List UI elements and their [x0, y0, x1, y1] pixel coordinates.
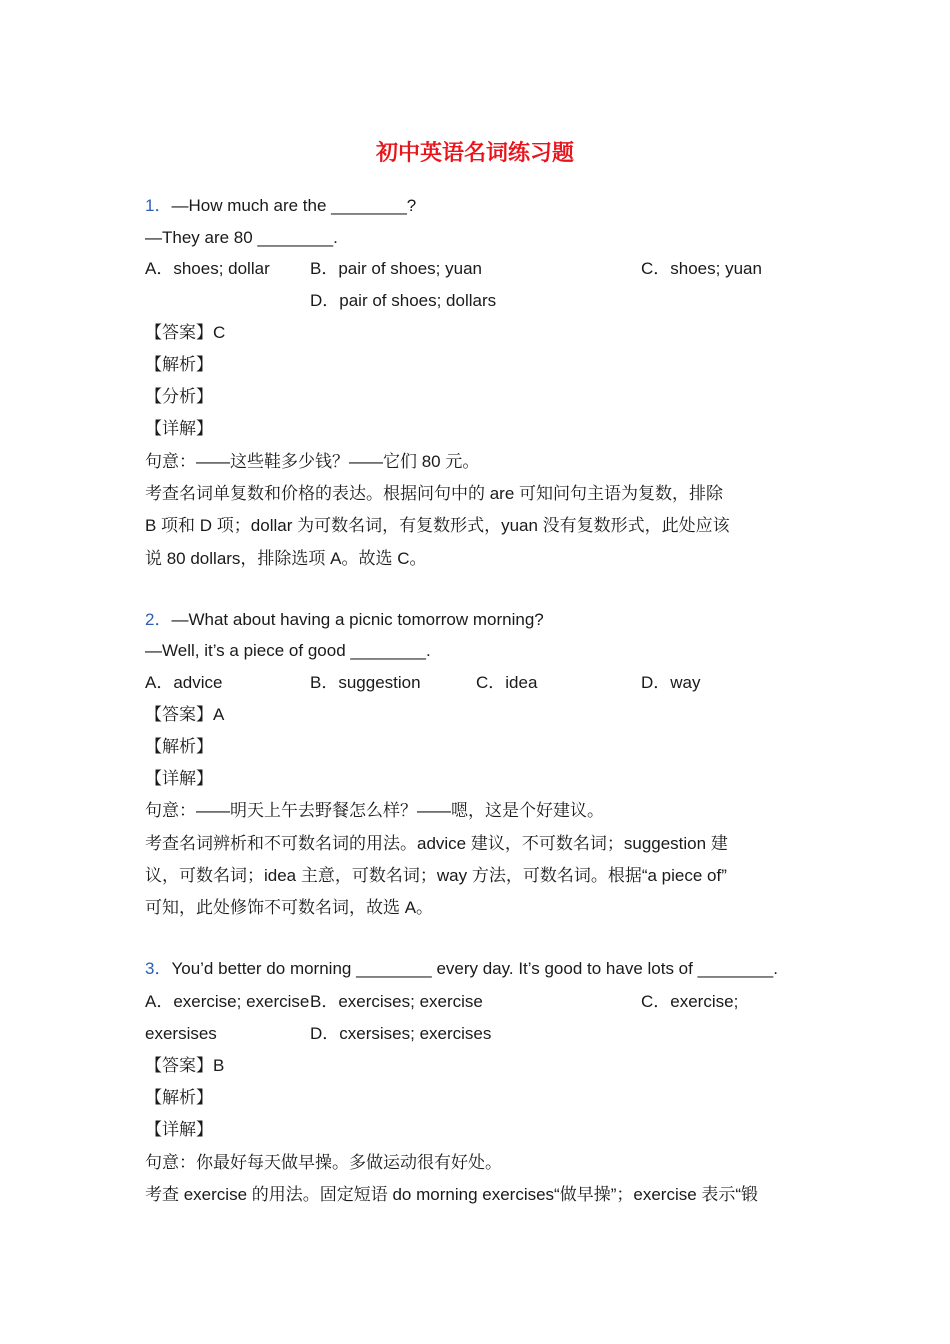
q1-explain-line: 句意：——这些鞋多少钱？——它们 80 元。 [145, 452, 480, 471]
question-3-stem [145, 957, 778, 981]
q2-option-c: C．idea [476, 673, 538, 692]
q2-xiangjie-label: 【详解】 [145, 769, 213, 788]
q2-explain-line: 句意：——明天上午去野餐怎么样？——嗯，这是个好建议。 [145, 801, 604, 820]
q3-explain-line: 考查 exercise 的用法。固定短语 do morning exercises“做早操”；exercise 表示“锻 [145, 1185, 759, 1204]
q3-answer: 【答案】B [145, 1056, 225, 1075]
question-number: 3． [145, 959, 172, 978]
q1-option-c: C．shoes; yuan [641, 259, 762, 278]
q1-option-b: B．pair of shoes; yuan [310, 259, 482, 278]
question-text: —What about having a picnic tomorrow morning? [171, 610, 544, 629]
q1-explain-line: 考查名词单复数和价格的表达。根据问句中的 are 可知问句主语为复数，排除 [145, 484, 724, 503]
q1-answer: 【答案】C [145, 323, 226, 342]
q1-option-a: A．shoes; dollar [145, 259, 270, 278]
q1-fenxi-label: 【分析】 [145, 387, 213, 406]
q2-explain-line: 可知，此处修饰不可数名词，故选 A。 [145, 898, 434, 917]
q3-jiexi-label: 【解析】 [145, 1088, 213, 1107]
q2-jiexi-label: 【解析】 [145, 737, 213, 756]
q1-explain-line: B 项和 D 项；dollar 为可数名词，有复数形式，yuan 没有复数形式，此处应该 [145, 516, 730, 535]
q3-option-d: D．cxersises; exercises [310, 1024, 492, 1043]
q2-explain-line: 议，可数名词；idea 主意，可数名词；way 方法，可数名词。根据“a piece of” [145, 866, 727, 885]
question-number: 1． [145, 196, 172, 215]
question-2-stem [145, 608, 544, 632]
page-title: 初中英语名词练习题 [375, 140, 574, 166]
q3-explain-line: 句意：你最好每天做早操。多做运动很有好处。 [145, 1153, 502, 1172]
q1-option-d: D．pair of shoes; dollars [310, 291, 497, 310]
question-1-line2: —They are 80 ________. [145, 228, 338, 247]
question-text: You’d better do morning ________ every day. It’s good to have lots of ________. [171, 959, 778, 978]
question-2-line2: —Well, it’s a piece of good ________. [145, 641, 431, 660]
q3-option-a: A．exercise; exercise [145, 992, 310, 1011]
q1-explain-line: 说 80 dollars，排除选项 A。故选 C。 [145, 549, 427, 568]
q3-option-c: C．exercise; [641, 992, 739, 1011]
q3-option-b: B．exercises; exercise [310, 992, 483, 1011]
q3-option-c-cont: exersises [145, 1024, 217, 1043]
question-number: 2． [145, 610, 172, 629]
q2-option-a: A．advice [145, 673, 223, 692]
q3-xiangjie-label: 【详解】 [145, 1120, 213, 1139]
q1-jiexi-label: 【解析】 [145, 355, 213, 374]
q2-answer: 【答案】A [145, 705, 225, 724]
q2-option-d: D．way [641, 673, 701, 692]
q1-xiangjie-label: 【详解】 [145, 419, 213, 438]
q2-explain-line: 考查名词辨析和不可数名词的用法。advice 建议，不可数名词；suggestion 建 [145, 834, 728, 853]
question-text: —How much are the ________? [171, 196, 417, 215]
q2-option-b: B．suggestion [310, 673, 421, 692]
question-1-stem [145, 194, 416, 218]
